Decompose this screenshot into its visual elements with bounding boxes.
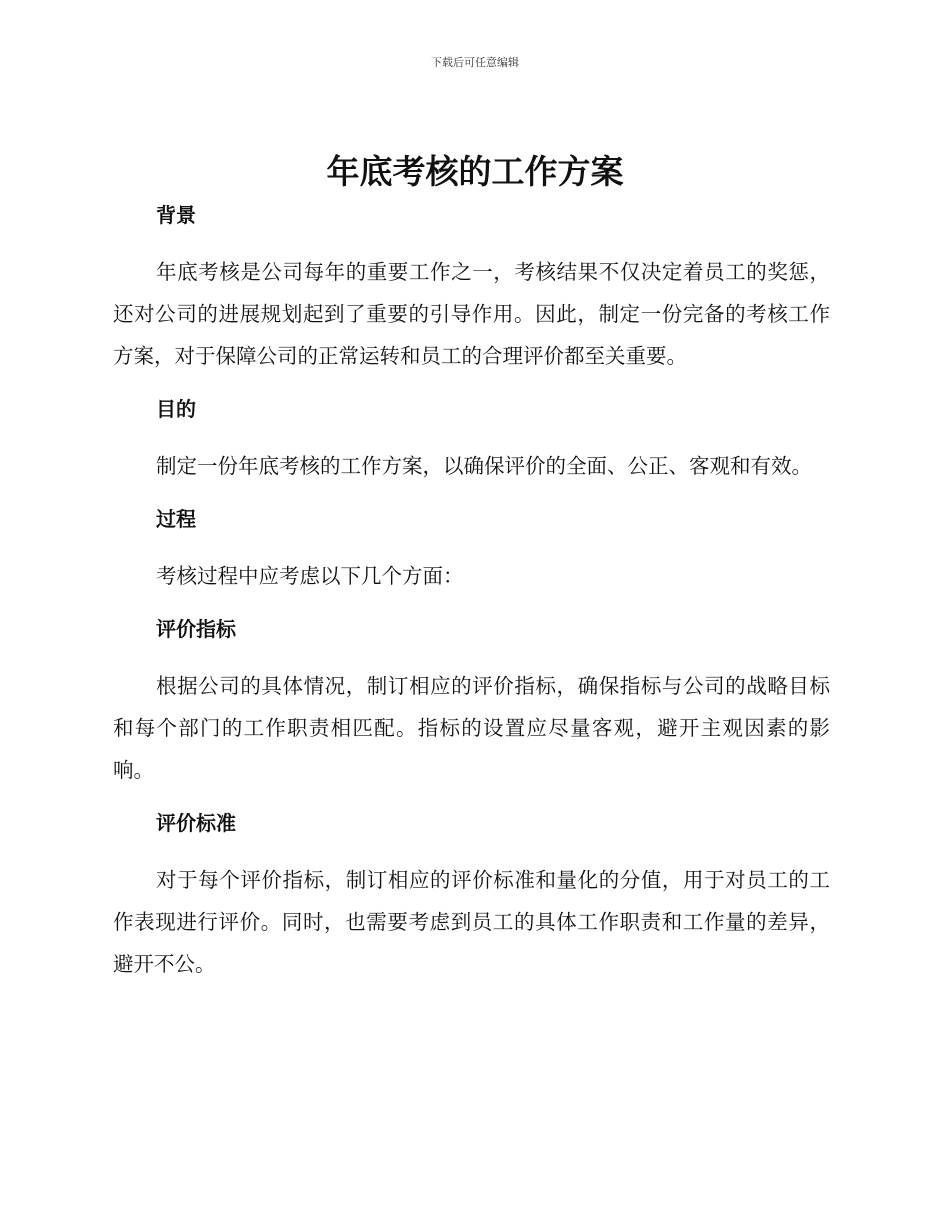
section-paragraph: 制定一份年底考核的工作方案，以确保评价的全面、公正、客观和有效。 bbox=[156, 454, 812, 478]
section-evaluation-standards bbox=[113, 809, 830, 985]
section-heading: 目的 bbox=[156, 397, 196, 421]
header-note: 下载后可任意编辑 bbox=[431, 56, 519, 69]
section-purpose bbox=[113, 395, 830, 505]
section-paragraph: 考核过程中应考虑以下几个方面： bbox=[156, 564, 464, 588]
section-background bbox=[113, 201, 830, 395]
section-paragraph: 年底考核是公司每年的重要工作之一，考核结果不仅决定着员工的奖惩，还对公司的进展规划起到了重要的引导作用。因此，制定一份完备的考核工作方案，对于保障公司的正常运转和员工的合理评价都至关重要。 bbox=[113, 260, 830, 368]
section-heading: 过程 bbox=[156, 507, 196, 531]
section-process bbox=[113, 505, 830, 615]
section-paragraph: 对于每个评价指标，制订相应的评价标准和量化的分值，用于对员工的工作表现进行评价。同时，也需要考虑到员工的具体工作职责和工作量的差异，避开不公。 bbox=[113, 868, 830, 976]
section-paragraph: 根据公司的具体情况，制订相应的评价指标，确保指标与公司的战略目标和每个部门的工作职责相匹配。指标的设置应尽量客观，避开主观因素的影响。 bbox=[113, 674, 830, 782]
document-title: 年底考核的工作方案 bbox=[326, 152, 624, 191]
section-heading: 评价指标 bbox=[156, 617, 236, 641]
section-evaluation-indicators bbox=[113, 615, 830, 809]
section-heading: 背景 bbox=[156, 203, 196, 227]
section-heading: 评价标准 bbox=[156, 811, 236, 835]
document-body bbox=[113, 201, 830, 985]
